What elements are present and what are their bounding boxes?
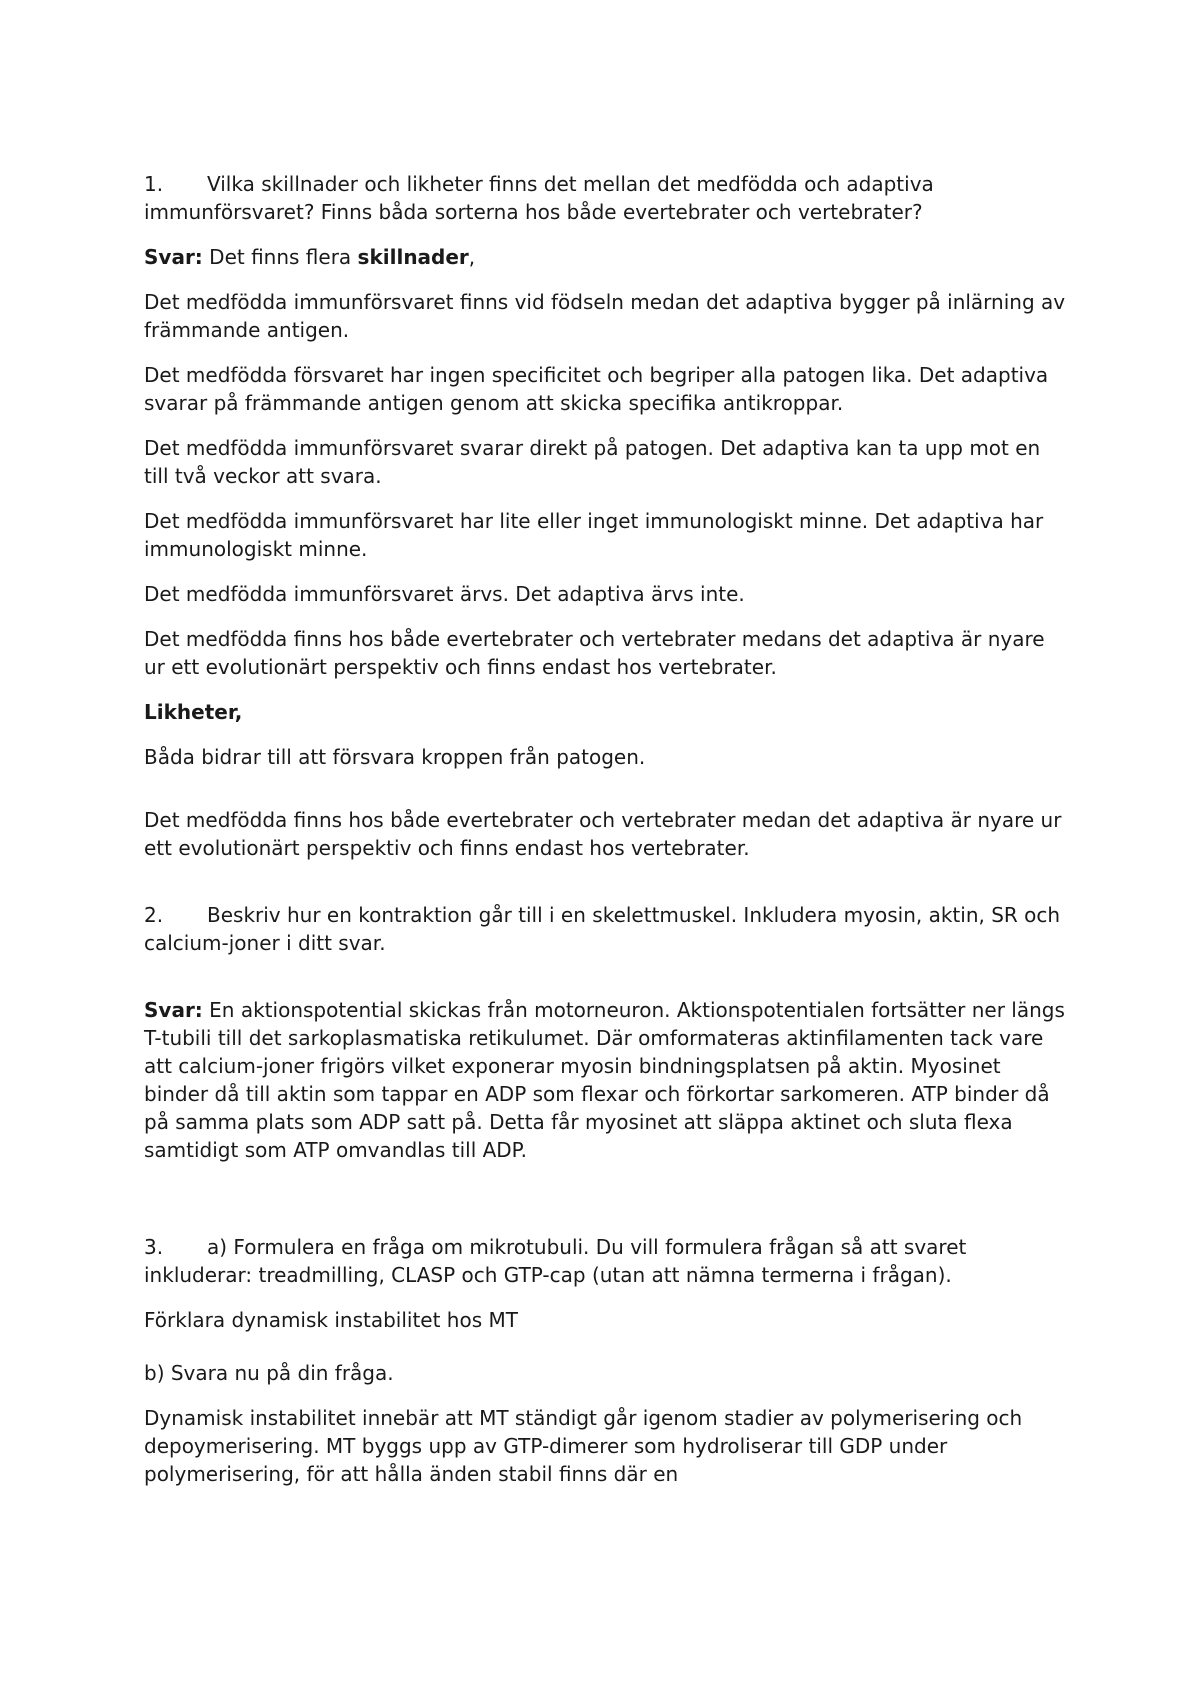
difference-paragraph: Det medfödda immunförsvaret har lite eller inget immunologiskt minne. Det adaptiva har immunologiskt minne. (144, 509, 1044, 561)
answer-text: , (468, 245, 476, 269)
question-number: 1. (144, 172, 164, 196)
question-text: Beskriv hur en kontraktion går till i en skelettmuskel. Inkludera myosin, aktin, SR och calcium-joner i ditt svar. (144, 903, 1061, 955)
difference-paragraph: Det medfödda finns hos både evertebrater och vertebrater medans det adaptiva är nyare ur ett evolutionärt perspektiv och finns endast hos vertebrater. (144, 627, 1045, 679)
svar-label: Svar: (144, 245, 203, 269)
question-number: 3. (144, 1235, 164, 1259)
answer-text: En aktionspotential skickas från motorneuron. Aktionspotentialen fortsätter ner längs T-tubili till det sarkoplasmatiska retikulumet. Där omformateras aktinfilamenten tack vare att calcium-joner frigörs vilket exponerar myosin bindningsplatsen på aktin. Myosinet binder då till aktin som tappar en ADP som flexar och förkortar sarkomeren. ATP binder då på samma plats som ADP satt på. Detta får myosinet att släppa aktinet och sluta flexa samtidigt som ATP omvandlas till ADP. (144, 998, 1065, 1162)
similarity-paragraph: Båda bidrar till att försvara kroppen från patogen. (144, 745, 646, 769)
difference-paragraph: Det medfödda immunförsvaret ärvs. Det adaptiva ärvs inte. (144, 582, 745, 606)
spacer (144, 1351, 1069, 1359)
svar-label: Svar: (144, 998, 203, 1022)
answer-text: Det finns flera (202, 245, 358, 269)
spacer (144, 788, 1069, 806)
difference-paragraph: Det medfödda immunförsvaret finns vid födseln medan det adaptiva bygger på inlärning av främmande antigen. (144, 290, 1066, 342)
likheter-heading: Likheter, (144, 700, 243, 724)
spacer (144, 879, 1069, 901)
bold-term: skillnader (357, 245, 469, 269)
part-b-prompt: b) Svara nu på din fråga. (144, 1361, 394, 1385)
difference-paragraph: Det medfödda försvaret har ingen specificitet och begriper alla patogen lika. Det adaptiva svarar på främmande antigen genom att skicka specifika antikroppar. (144, 363, 1049, 415)
question-text: Vilka skillnader och likheter finns det mellan det medfödda och adaptiva immunförsvaret? Finns båda sorterna hos både evertebrater och vertebrater? (144, 172, 934, 224)
answer-2 (144, 996, 1069, 1164)
question-2 (144, 901, 1069, 957)
spacer (144, 1181, 1069, 1233)
answer-1-intro (144, 243, 1069, 271)
question-3 (144, 1233, 1069, 1289)
document-page (144, 170, 1069, 1505)
formulated-question: Förklara dynamisk instabilitet hos MT (144, 1308, 518, 1332)
question-number: 2. (144, 903, 164, 927)
question-text: a) Formulera en fråga om mikrotubuli. Du vill formulera frågan så att svaret inkluderar: treadmilling, CLASP och GTP-cap (utan att nämna termerna i frågan). (144, 1235, 967, 1287)
answer-3: Dynamisk instabilitet innebär att MT ständigt går igenom stadier av polymerisering och depoymerisering. MT byggs upp av GTP-dimerer som hydroliserar till GDP under polymerisering, för att hålla änden stabil finns där en (144, 1406, 1023, 1486)
difference-paragraph: Det medfödda immunförsvaret svarar direkt på patogen. Det adaptiva kan ta upp mot en till två veckor att svara. (144, 436, 1041, 488)
question-1 (144, 170, 1069, 226)
closing-paragraph: Det medfödda finns hos både evertebrater och vertebrater medan det adaptiva är nyare ur ett evolutionärt perspektiv och finns endast hos vertebrater. (144, 808, 1062, 860)
spacer (144, 974, 1069, 996)
